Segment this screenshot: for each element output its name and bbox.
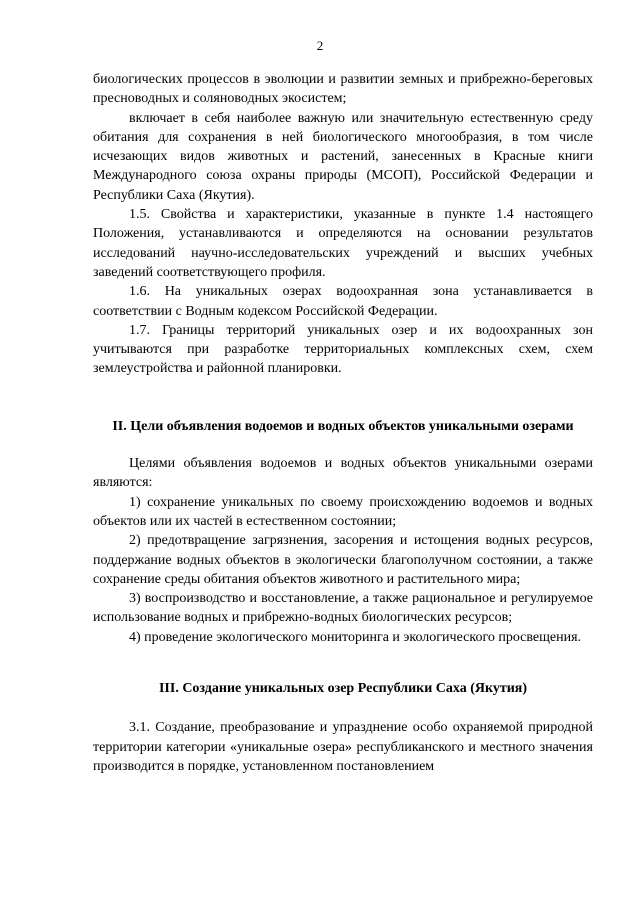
spacer (93, 647, 593, 679)
spacer (93, 379, 593, 417)
paragraph: включает в себя наиболее важную или значительную естественную среду обитания для сохранения в ней биологического многообразия, в том числе исчезающих видов животных и растений, занесенных в Красные книги Международного союза охраны природы (МСОП), Российской Федерации и Республики Саха (Якутия). (93, 110, 593, 203)
paragraph-1-5: 1.5. Свойства и характеристики, указанные в пункте 1.4 настоящего Положения, устанавливаются и определяются на основании результатов исследований научно-исследовательских учреждений и высших учебных заведений соответствующего профиля. (93, 207, 593, 280)
section-2-heading: II. Цели объявления водоемов и водных объектов уникальными озерами (112, 418, 574, 434)
list-item: 4) проведение экологического мониторинга и экологического просвещения. (129, 629, 582, 645)
paragraph-1-6: 1.6. На уникальных озерах водоохранная зона устанавливается в соответствии с Водным кодексом Российской Федерации. (93, 284, 593, 319)
list-item: 2) предотвращение загрязнения, засорения и истощения водных ресурсов, поддержание водных объектов в экологически благополучном состоянии, а также сохранение среды обитания объектов животного и растительного мира; (93, 533, 593, 587)
paragraph-continuation: биологических процессов в эволюции и развитии земных и прибрежно-береговых пресноводных и соляноводных экосистем; (93, 72, 593, 107)
section-3-heading: III. Создание уникальных озер Республики Саха (Якутия) (158, 681, 528, 697)
paragraph: Целями объявления водоемов и водных объектов уникальными озерами являются: (93, 456, 593, 491)
document-body (93, 70, 593, 776)
list-item: 1) сохранение уникальных по своему происхождению водоемов и водных объектов или их частей в естественном состоянии; (93, 494, 593, 529)
list-item: 3) воспроизводство и восстановление, а также рациональное и регулируемое использование водных и прибрежно-водных биологических ресурсов; (93, 591, 593, 626)
spacer (93, 698, 593, 718)
page-number: 2 (316, 38, 324, 53)
paragraph-1-7: 1.7. Границы территорий уникальных озер и их водоохранных зон учитываются при разработке территориальных комплексных схем, схем землеустройства и районной планировки. (93, 322, 593, 377)
paragraph-3-1: 3.1. Создание, преобразование и упразднение особо охраняемой природной территории категории «уникальные озера» республиканского и местного значения производится в порядке, установленном постановлением (93, 720, 593, 774)
spacer (93, 436, 593, 454)
